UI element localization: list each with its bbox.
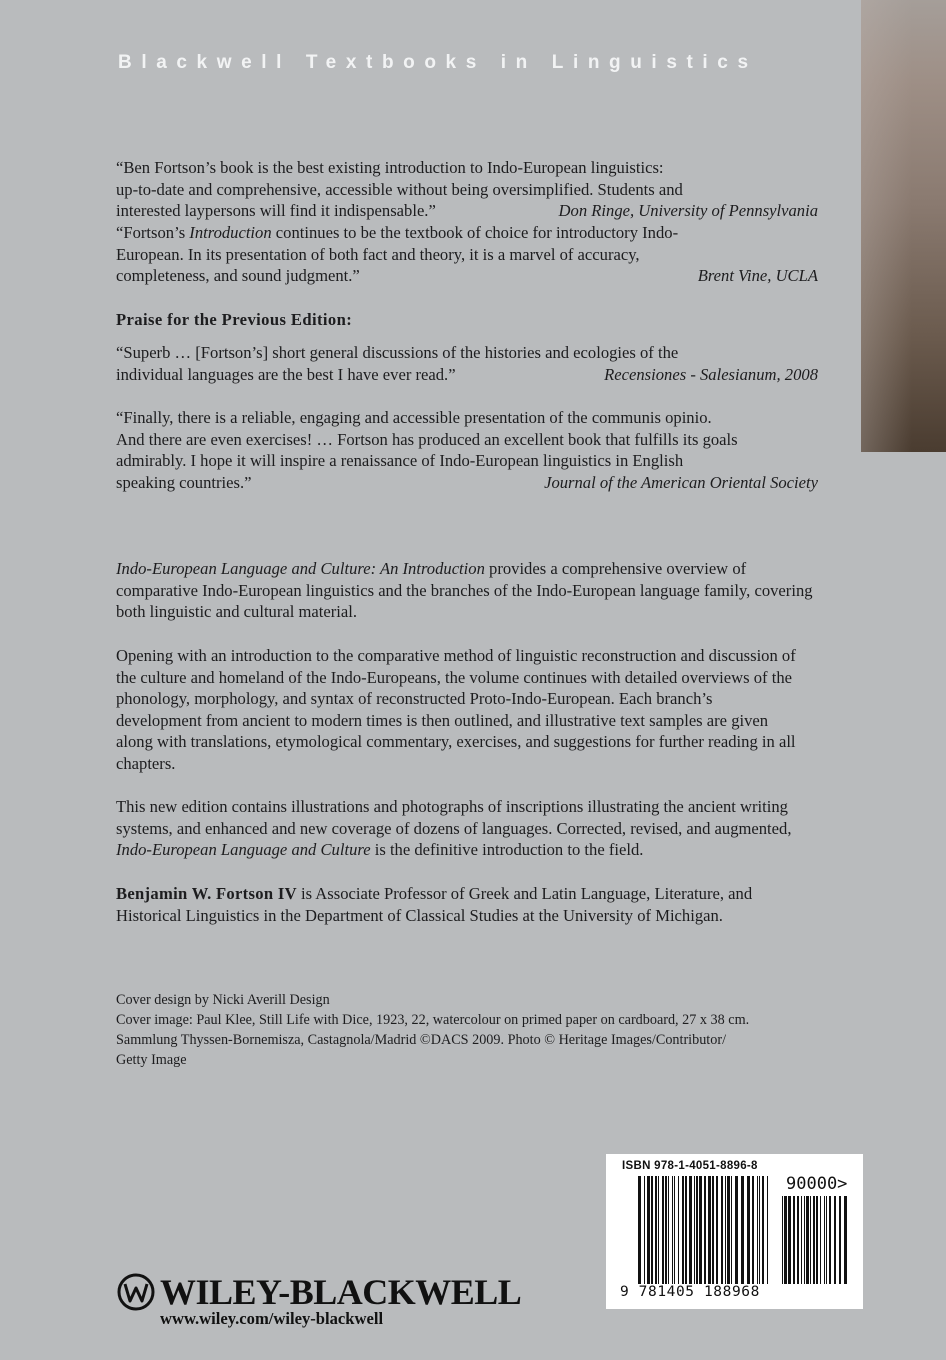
barcode-bar — [708, 1176, 711, 1284]
barcode-bar — [757, 1176, 758, 1284]
book-title-italic: Introduction — [189, 223, 272, 242]
barcode-bar — [747, 1176, 750, 1284]
description-paragraph-1: Indo-European Language and Culture: An Introduction provides a comprehensive overview of comparative Indo-European linguistics and the branches of the Indo-European language family, covering both linguistic and cultural material. — [116, 559, 813, 622]
cover-art-edge — [861, 0, 946, 452]
barcode-bar — [839, 1196, 841, 1284]
barcode-bar — [638, 1176, 641, 1284]
review-line: And there are even exercises! … Fortson has produced an excellent book that fulfills its goals — [116, 429, 738, 449]
review-line: “Superb … [Fortson’s] short general discussions of the histories and ecologies of the — [116, 343, 679, 362]
isbn-digits: 9 781405 188968 — [620, 1284, 760, 1300]
barcode-bar — [651, 1176, 653, 1284]
author-bio: Benjamin W. Fortson IV is Associate Professor of Greek and Latin Language, Literature, and Historical Linguistics in the Department of Classical Studies at the University of Michigan. — [116, 884, 753, 925]
review-line: “Finally, there is a reliable, engaging and accessible presentation of the communis opinio. — [116, 408, 712, 427]
design-credit: Cover design by Nicki Averill Design — [116, 992, 330, 1008]
review-attribution: Journal of the American Oriental Society — [544, 472, 818, 492]
book-title-italic: Indo-European Language and Culture — [116, 840, 371, 860]
barcode-bar — [829, 1196, 831, 1284]
barcode-bar — [727, 1176, 730, 1284]
barcode-bar — [704, 1176, 706, 1284]
isbn-barcode — [606, 1154, 863, 1309]
price-code: 90000> — [786, 1174, 848, 1194]
barcode-bar — [668, 1176, 669, 1284]
review-vine: “Fortson’s Introduction continues to be the textbook of choice for introductory Indo- European. In its presentation of both fact and theory, it is a marvel of accuracy, completeness, and sound judgment.” Brent Vine, UCLA — [116, 223, 818, 286]
barcode-bar — [782, 1196, 783, 1284]
wiley-mark-icon — [116, 1272, 156, 1312]
addon-barcode-bars — [782, 1196, 848, 1284]
barcode-bar — [678, 1176, 679, 1284]
barcode-bar — [685, 1176, 687, 1284]
description-paragraph-3: This new edition contains illustrations and photographs of inscriptions illustrating the ancient writing systems, and enhanced and new coverage of dozens of languages. Corrected, revised, and augmented, Indo-European Language and Culture is the definitive introduction to the field. — [116, 797, 792, 860]
barcode-bar — [647, 1176, 650, 1284]
review-line: speaking countries.” — [116, 472, 252, 492]
barcode-bar — [804, 1196, 805, 1284]
barcode-bar — [665, 1176, 667, 1284]
author-name: Benjamin W. Fortson IV — [116, 884, 297, 903]
barcode-bar — [674, 1176, 675, 1284]
review-attribution: Don Ringe, University of Pennsylvania — [558, 201, 818, 221]
barcode-bar — [784, 1196, 787, 1284]
series-title: Blackwell Textbooks in Linguistics — [118, 52, 758, 73]
isbn-label: ISBN 978-1-4051-8896-8 — [622, 1160, 758, 1172]
barcode-bar — [716, 1176, 718, 1284]
barcode-bar — [752, 1176, 754, 1284]
review-jaos — [116, 407, 818, 493]
barcode-bar — [735, 1176, 738, 1284]
barcode-bar — [810, 1196, 811, 1284]
barcode-bar — [655, 1176, 657, 1284]
barcode-bar — [801, 1196, 802, 1284]
review-ringe — [116, 157, 818, 222]
barcode-bar — [824, 1196, 825, 1284]
barcode-bar — [844, 1196, 847, 1284]
barcode-bar — [689, 1176, 692, 1284]
review-line: completeness, and sound judgment.” — [116, 266, 360, 286]
barcode-bar — [806, 1196, 809, 1284]
barcode-bar — [741, 1176, 744, 1284]
review-line: “Ben Fortson’s book is the best existing introduction to Indo-European linguistics: — [116, 158, 664, 177]
ean-barcode-bars — [638, 1176, 770, 1284]
barcode-bar — [820, 1196, 821, 1284]
book-title-italic: Indo-European Language and Culture: An Introduction — [116, 559, 485, 578]
publisher-logo — [116, 1270, 521, 1314]
barcode-bar — [672, 1176, 673, 1284]
barcode-bar — [767, 1176, 768, 1284]
previous-edition-heading: Praise for the Previous Edition: — [116, 310, 353, 329]
image-credit-line: Cover image: Paul Klee, Still Life with Dice, 1923, 22, watercolour on primed paper on cardboard, 27 x 38 cm. — [116, 1012, 750, 1028]
barcode-bar — [644, 1176, 645, 1284]
cover-credits — [116, 990, 836, 1070]
barcode-bar — [721, 1176, 723, 1284]
barcode-bar — [762, 1176, 764, 1284]
review-recensiones — [116, 342, 818, 385]
barcode-bar — [696, 1176, 698, 1284]
barcode-bar — [816, 1196, 818, 1284]
barcode-bar — [797, 1196, 799, 1284]
barcode-bar — [826, 1196, 827, 1284]
publisher-url[interactable]: www.wiley.com/wiley-blackwell — [160, 1309, 384, 1328]
review-line: European. In its presentation of both fact and theory, it is a marvel of accuracy, — [116, 244, 640, 264]
barcode-bar — [759, 1176, 760, 1284]
review-line: individual languages are the best I have ever read.” — [116, 364, 456, 384]
description-paragraph-2: Opening with an introduction to the comparative method of linguistic reconstruction and discussion of the culture and homeland of the Indo-Europeans, the volume continues with detailed overviews of the phonology, morphology, and syntax of reconstructed Proto-Indo-European. Each branch’s development from ancient to modern times is then outlined, and illustrative text samples are given along with translations, etymological commentary, exercises, and suggestions for further reading in all chapters. — [116, 646, 796, 773]
barcode-bar — [658, 1176, 659, 1284]
image-credit-line: Sammlung Thyssen-Bornemisza, Castagnola/Madrid ©DACS 2009. Photo © Heritage Images/Contributor/ — [116, 1032, 727, 1048]
barcode-bar — [788, 1196, 791, 1284]
review-attribution: Brent Vine, UCLA — [697, 266, 818, 286]
barcode-bar — [699, 1176, 702, 1284]
barcode-bar — [712, 1176, 714, 1284]
publisher-name: WILEY-BLACKWELL — [160, 1272, 522, 1312]
barcode-bar — [725, 1176, 726, 1284]
barcode-bar — [694, 1176, 695, 1284]
barcode-bar — [662, 1176, 664, 1284]
image-credit-line: Getty Image — [116, 1052, 187, 1068]
review-line: up-to-date and comprehensive, accessible without being oversimplified. Students and — [116, 179, 683, 199]
review-line: admirably. I hope it will inspire a renaissance of Indo-European linguistics in English — [116, 451, 684, 471]
barcode-bar — [793, 1196, 795, 1284]
barcode-bar — [682, 1176, 684, 1284]
barcode-bar — [813, 1196, 815, 1284]
barcode-bar — [731, 1176, 732, 1284]
review-attribution: Recensiones - Salesianum, 2008 — [604, 364, 818, 384]
review-line: interested laypersons will find it indispensable.” — [116, 201, 436, 221]
barcode-bar — [834, 1196, 836, 1284]
